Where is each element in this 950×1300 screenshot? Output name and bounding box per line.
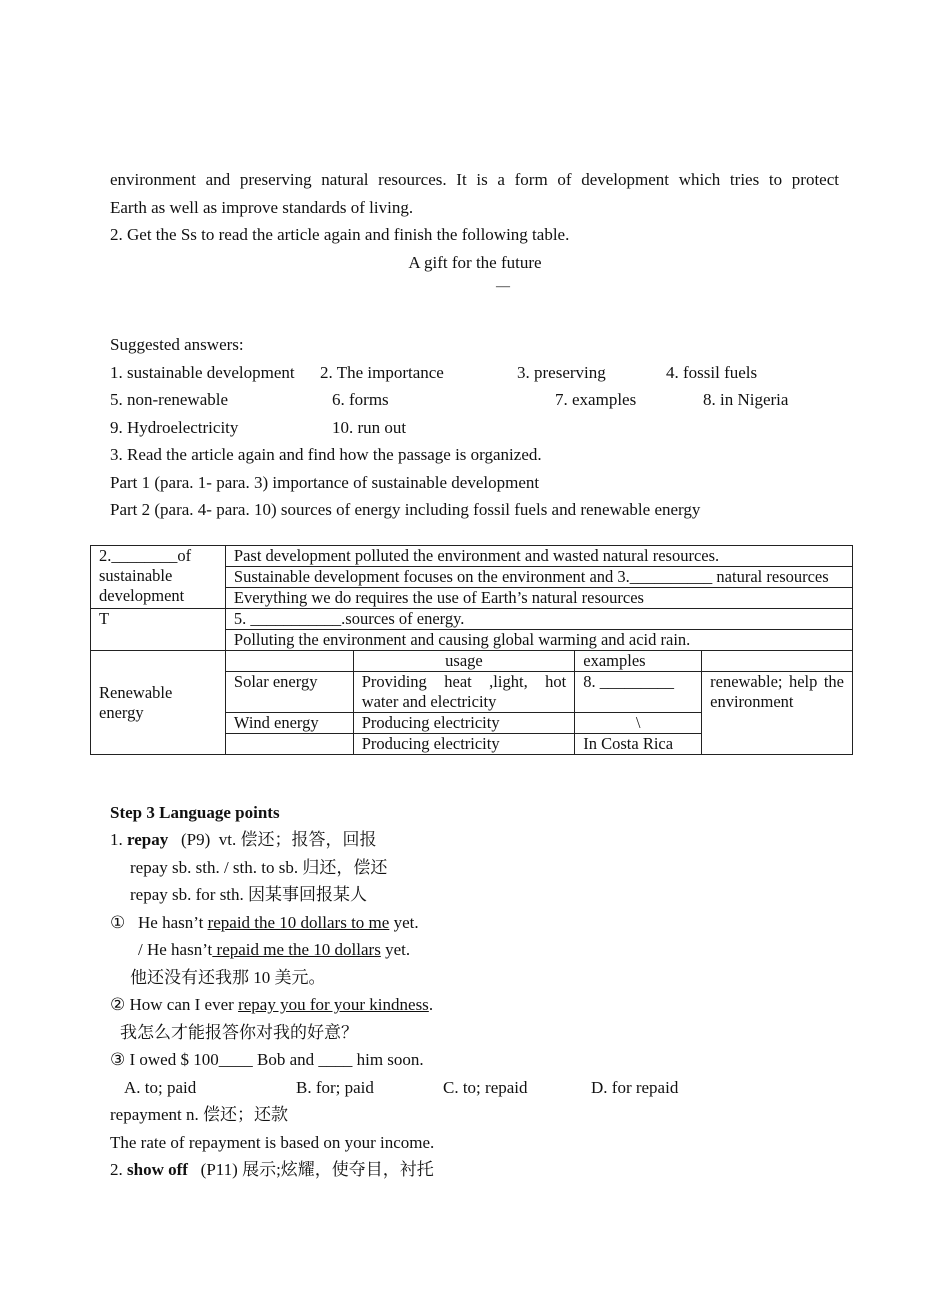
- example-3: ③ I owed $ 100____ Bob and ____ him soon.: [110, 1050, 424, 1069]
- table-cell: Everything we do requires the use of Earth’s natural resources: [225, 588, 852, 609]
- point-1-number: 1.: [110, 830, 127, 849]
- answer-6: 6. forms: [332, 390, 389, 409]
- answer-8: 8. in Nigeria: [703, 390, 789, 409]
- table-row: [91, 651, 853, 672]
- example-2-translation: 我怎么才能报答你对我的好意？: [120, 1023, 358, 1042]
- option-c: C. to; repaid: [443, 1078, 528, 1097]
- point-2-definition: (P11) 展示;炫耀，使夺目，衬托: [187, 1160, 434, 1179]
- example-1: [110, 912, 419, 934]
- table-cell: [225, 651, 353, 672]
- answer-3: 3. preserving: [517, 363, 606, 382]
- repayment-definition: repayment n. 偿还；还款: [110, 1105, 288, 1124]
- answer-2: 2. The importance: [320, 363, 444, 382]
- renewable-note: renewable; help the environment: [702, 672, 853, 755]
- example-1b-tail: yet.: [380, 940, 411, 959]
- title-dash: —: [496, 279, 510, 294]
- option-a: A. to; paid: [124, 1078, 197, 1097]
- table-cell: 5. ___________.sources of energy.: [225, 609, 852, 630]
- table-cell: \: [575, 713, 702, 734]
- table-row: [91, 546, 853, 567]
- example-2-tail: .: [428, 995, 434, 1014]
- table-cell: Wind energy: [225, 713, 353, 734]
- table-row: [91, 609, 853, 630]
- row-label-t: T: [91, 609, 226, 651]
- table-title: A gift for the future: [408, 253, 542, 272]
- point-2-number: 2.: [110, 1160, 127, 1179]
- example-1b-underlined: repaid me the 10 dollars: [212, 940, 381, 959]
- table-cell: Sustainable development focuses on the environment and 3.__________ natural resources: [225, 567, 852, 588]
- answer-4: 4. fossil fuels: [666, 363, 758, 382]
- point-2-word: show off: [127, 1160, 188, 1179]
- table-cell: [225, 734, 353, 755]
- step-3-heading: Step 3 Language points: [110, 803, 280, 822]
- table-cell: Past development polluted the environment and wasted natural resources.: [225, 546, 852, 567]
- point-1-definition: (P9) vt. 偿还；报答，回报: [168, 830, 377, 849]
- example-1-underlined: repaid the 10 dollars to me: [207, 913, 390, 932]
- intro-line-1: environment and preserving natural resources. It is a form of development which tries to protect: [110, 170, 839, 189]
- part-1: Part 1 (para. 1- para. 3) importance of sustainable development: [110, 473, 540, 492]
- table-cell: In Costa Rica: [575, 734, 702, 755]
- answer-1: 1. sustainable development: [110, 363, 295, 382]
- header-examples: examples: [575, 651, 702, 672]
- usage-1: repay sb. sth. / sth. to sb. 归还，偿还: [130, 858, 388, 877]
- answers-heading: Suggested answers:: [110, 335, 244, 354]
- task-3-instruction: 3. Read the article again and find how the passage is organized.: [110, 445, 542, 464]
- point-2: [110, 1159, 434, 1181]
- row-label-renewable: Renewable energy: [91, 651, 226, 755]
- example-1b: [138, 939, 410, 961]
- option-b: B. for; paid: [296, 1078, 374, 1097]
- answer-7: 7. examples: [555, 390, 637, 409]
- table-cell: Producing electricity: [353, 713, 575, 734]
- table-cell: Providing heat ,light, hot water and electricity: [353, 672, 575, 713]
- answer-10: 10. run out: [332, 418, 407, 437]
- example-2-lead: ② How can I ever: [110, 995, 239, 1014]
- table-cell: [702, 651, 853, 672]
- usage-2: repay sb. for sth. 因某事回报某人: [130, 885, 368, 904]
- part-2: Part 2 (para. 4- para. 10) sources of energy including fossil fuels and renewable energy: [110, 500, 701, 519]
- row-label-sustainable: 2.________of sustainable development: [91, 546, 226, 609]
- option-d: D. for repaid: [591, 1078, 679, 1097]
- example-1-lead: ① He hasn’t: [110, 913, 208, 932]
- task-2-instruction: 2. Get the Ss to read the article again and finish the following table.: [110, 225, 570, 244]
- example-1-tail: yet.: [389, 913, 419, 932]
- example-1-translation: 他还没有还我那 10 美元。: [130, 968, 326, 987]
- example-2-underlined: repay you for your kindness: [238, 995, 429, 1014]
- answer-9: 9. Hydroelectricity: [110, 418, 239, 437]
- example-2: [110, 994, 433, 1016]
- table-cell: Solar energy: [225, 672, 353, 713]
- point-1: [110, 829, 377, 851]
- header-usage: usage: [353, 651, 575, 672]
- table-cell: Polluting the environment and causing global warming and acid rain.: [225, 630, 852, 651]
- table-cell: 8. _________: [575, 672, 702, 713]
- point-1-word: repay: [127, 830, 169, 849]
- example-1b-lead: / He hasn’t: [138, 940, 213, 959]
- answer-5: 5. non-renewable: [110, 390, 229, 409]
- repayment-example: The rate of repayment is based on your income.: [110, 1133, 435, 1152]
- summary-table: [90, 545, 853, 755]
- intro-line-2: Earth as well as improve standards of living.: [110, 198, 414, 217]
- table-cell: Producing electricity: [353, 734, 575, 755]
